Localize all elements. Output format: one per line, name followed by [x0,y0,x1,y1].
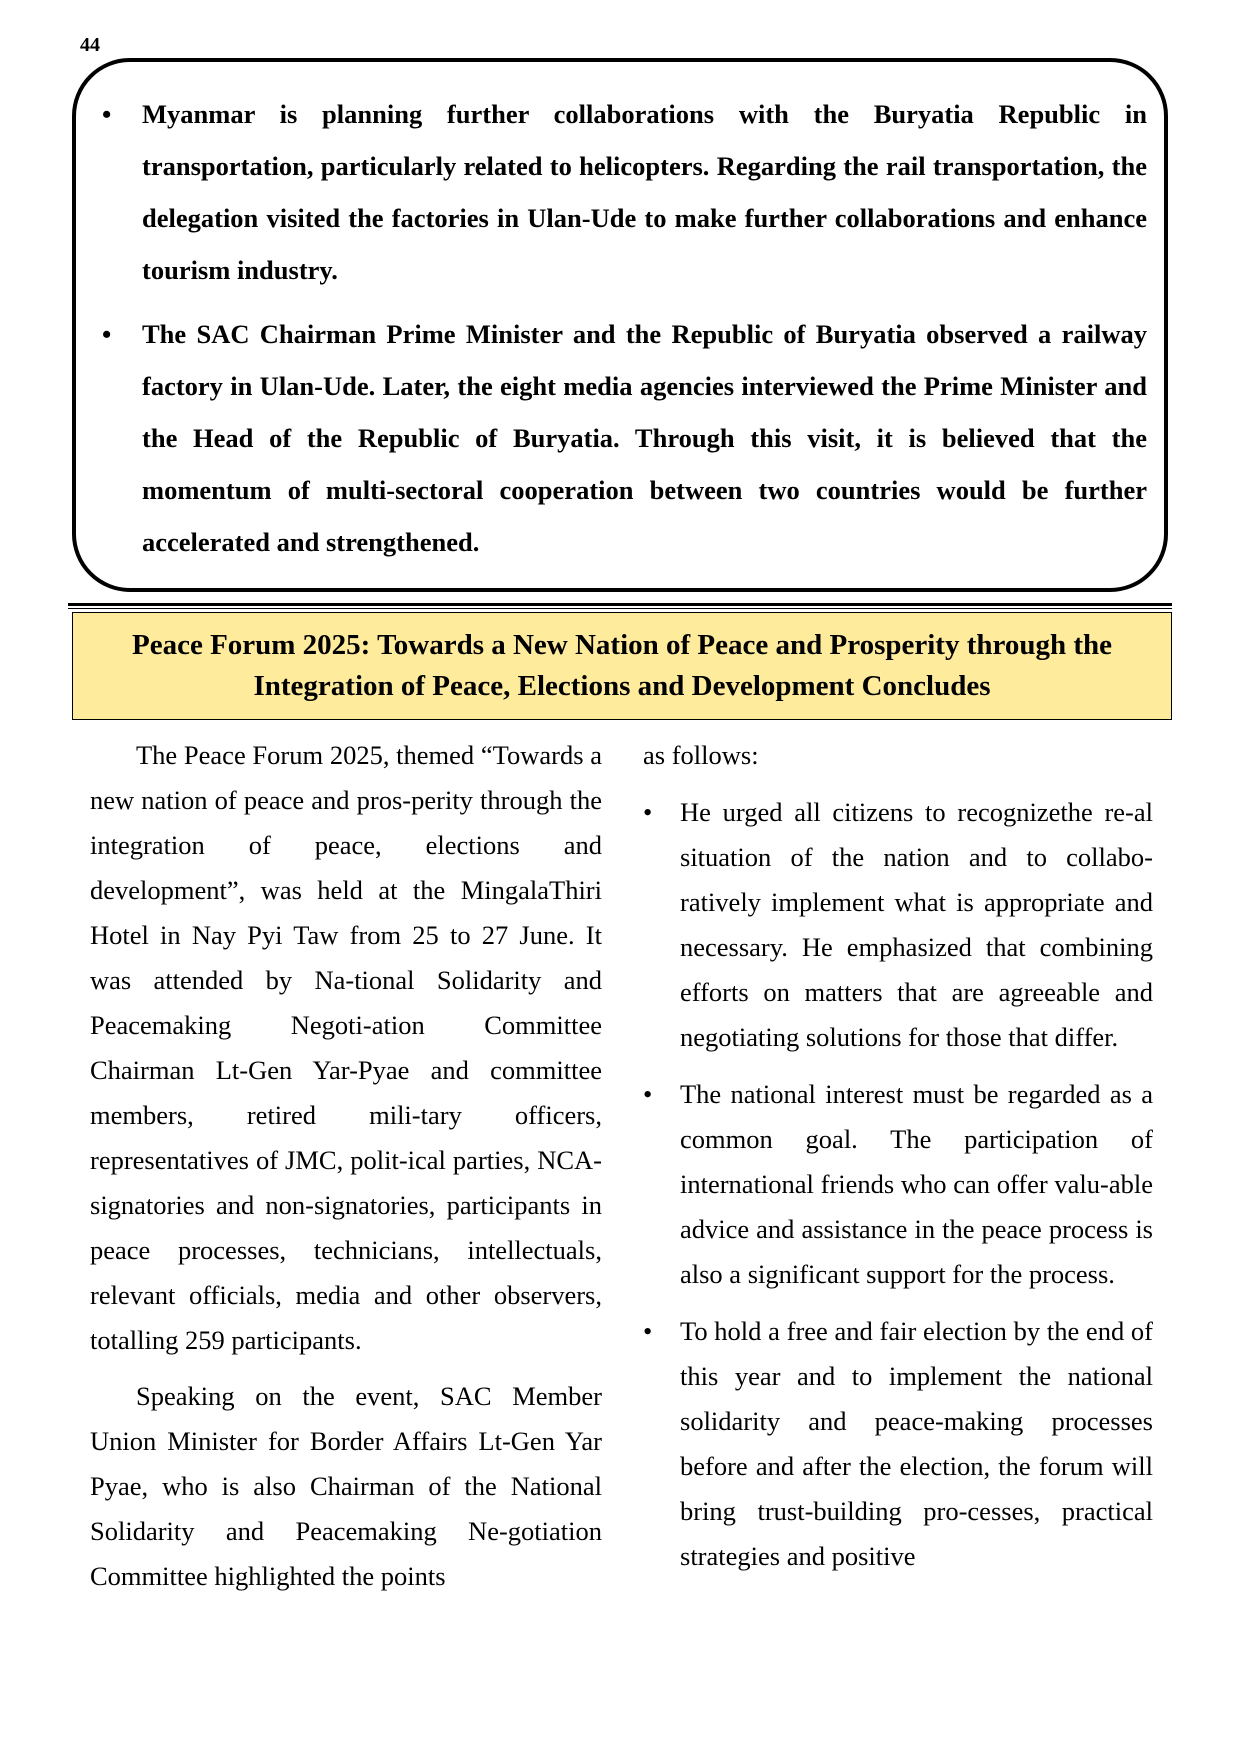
point-item [643,1072,1153,1297]
headline-line-2: Integration of Peace, Elections and Development Concludes [253,670,991,702]
bullet-icon: • [102,319,112,349]
points-list [643,790,1153,1579]
point-text: He urged all citizens to recognizethe re-al situation of the nation and to collabo-ratively implement what is appropriate and necessary. He emphasized that combining efforts on matters that are agreeable and negotiating solutions for those that differ. [680,797,1153,1052]
page-number: 44 [80,34,100,56]
highlight-bullet-text: Myanmar is planning further collaborations with the Buryatia Republic in transportation, particularly related to helicopters. Regarding the rail transportation, the delegation visited the factories in Ulan-Ude to make further collaborations and enhance tourism industry. [142,99,1147,285]
point-item [643,790,1153,1060]
point-text: The national interest must be regarded as a common goal. The participation of international friends who can offer valu-able advice and assistance in the peace process is also a significant support for the process. [680,1079,1153,1289]
section-divider [68,603,1172,606]
bullet-icon: • [643,1079,653,1109]
highlight-bullet-text: The SAC Chairman Prime Minister and the Republic of Buryatia observed a railway factory in Ulan-Ude. Later, the eight media agencies interviewed the Prime Minister and the Head of the Republic of Buryatia. Through this visit, it is believed that the momentum of multi-sectoral cooperation between two countries would be further accelerated and strengthened. [142,319,1147,557]
article-paragraph-2: Speaking on the event, SAC Member Union Minister for Border Affairs Lt-Gen Yar Pyae, who is also Chairman of the National Solidarity and Peacemaking Ne-gotiation Committee highlighted the points [90,1381,602,1591]
bullet-icon: • [643,797,653,827]
section-divider-thin [68,608,1172,609]
bullet-icon: • [643,1316,653,1346]
article-paragraph-1: The Peace Forum 2025, themed “Towards a new nation of peace and pros-perity through the integration of peace, elections and development”, was held at the MingalaThiri Hotel in Nay Pyi Taw from 25 to 27 June. It was attended by Na-tional Solidarity and Peacemaking Negoti-ation Committee Chairman Lt-Gen Yar-Pyae and committee members, retired mili-tary officers, representatives of JMC, polit-ical parties, NCA-signatories and non-signatories, participants in peace processes, technicians, intellectuals, relevant officials, media and other observers, totalling 259 participants. [90,740,602,1355]
article-right-column [643,733,1153,1591]
highlight-bullet-item [102,88,1147,296]
point-item [643,1309,1153,1579]
article-headline [72,612,1172,720]
continuation-text: as follows: [643,740,759,770]
highlight-bullet-item [102,308,1147,568]
highlight-box [72,58,1168,592]
bullet-icon: • [102,99,112,129]
headline-line-1: Peace Forum 2025: Towards a New Nation of Peace and Prosperity through the [131,629,1112,661]
article-left-column [90,733,602,1599]
point-text: To hold a free and fair election by the end of this year and to implement the national solidarity and peace-making processes before and after the election, the forum will bring trust-building pro-cesses, practical strategies and positive [680,1316,1153,1571]
